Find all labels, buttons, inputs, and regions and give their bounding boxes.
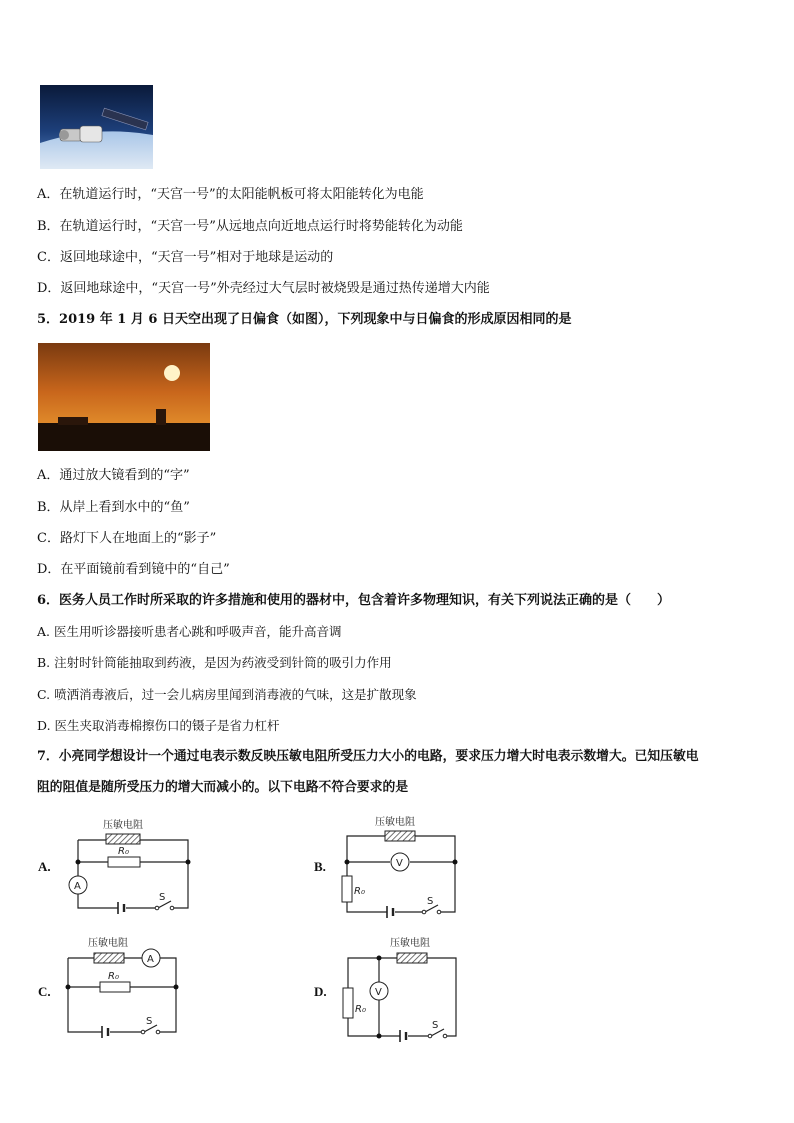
circuit-b-switch-label: S xyxy=(427,896,434,907)
circuit-b-sensor-label: 压敏电阻 xyxy=(375,817,415,828)
space-station-photo xyxy=(40,85,153,169)
q7-stem-line1: 7．小亮同学想设计一个通过电表示数反映压敏电阻所受压力大小的电路，要求压力增大时电表示数增大。已知压敏电 xyxy=(37,749,699,764)
q7-stem-line2: 阻的阻值是随所受压力的增大而减小的。以下电路不符合要求的是 xyxy=(37,780,409,795)
circuit-a-r0-label: R₀ xyxy=(118,846,129,857)
circuit-a-diagram xyxy=(60,812,200,922)
circuit-c-meter-label: A xyxy=(147,954,154,965)
q5-option-d: D．在平面镜前看到镜中的“自己” xyxy=(37,562,230,577)
circuit-a-label: A. xyxy=(38,859,51,874)
q4-option-c: C．返回地球途中，“天宫一号”相对于地球是运动的 xyxy=(37,250,334,265)
q5-option-b: B．从岸上看到水中的“鱼” xyxy=(37,500,190,515)
q6-option-b: B. 注射时针筒能抽取到药液，是因为药液受到针筒的吸引力作用 xyxy=(37,655,392,670)
circuit-c-label: C. xyxy=(38,984,51,999)
q4-option-a: A．在轨道运行时，“天宫一号”的太阳能帆板可将太阳能转化为电能 xyxy=(37,187,424,202)
circuit-a-switch-label: S xyxy=(159,892,166,903)
q6-option-d: D. 医生夹取消毒棉擦伤口的镊子是省力杠杆 xyxy=(37,718,280,733)
q4-option-d: D．返回地球途中，“天宫一号”外壳经过大气层时被烧毁是通过热传递增大内能 xyxy=(37,281,490,296)
circuit-d-r0-label: R₀ xyxy=(355,1004,366,1015)
circuit-d-diagram xyxy=(335,932,470,1042)
circuit-b-meter-label: V xyxy=(396,858,403,869)
circuit-b-diagram xyxy=(335,812,470,922)
q5-option-c: C．路灯下人在地面上的“影子” xyxy=(37,531,217,546)
circuit-c-diagram xyxy=(60,932,200,1042)
q6-option-c: C. 喷洒消毒液后，过一会儿病房里闻到消毒液的气味，这是扩散现象 xyxy=(37,687,417,702)
circuit-d-meter-label: V xyxy=(375,987,382,998)
q6-option-a: A. 医生用听诊器接听患者心跳和呼吸声音，能升高音调 xyxy=(37,624,342,639)
circuit-a-sensor-label: 压敏电阻 xyxy=(103,820,143,831)
circuit-c-r0-label: R₀ xyxy=(108,971,119,982)
q5-option-a: A．通过放大镜看到的“字” xyxy=(37,468,190,483)
circuit-d-switch-label: S xyxy=(432,1020,439,1031)
circuit-b-r0-label: R₀ xyxy=(354,886,365,897)
circuit-d-label: D. xyxy=(314,984,327,999)
circuit-d-sensor-label: 压敏电阻 xyxy=(390,938,430,949)
q5-stem: 5．2019 年 1 月 6 日天空出现了日偏食（如图），下列现象中与日偏食的形成原因相同的是 xyxy=(37,312,572,327)
eclipse-photo xyxy=(38,343,210,451)
q4-option-b: B．在轨道运行时，“天宫一号”从远地点向近地点运行时将势能转化为动能 xyxy=(37,219,463,234)
circuit-b-label: B. xyxy=(314,859,326,874)
circuit-c-switch-label: S xyxy=(146,1016,153,1027)
circuit-a-meter-label: A xyxy=(74,881,81,892)
circuit-c-sensor-label: 压敏电阻 xyxy=(88,938,128,949)
q6-stem: 6．医务人员工作时所采取的许多措施和使用的器材中，包含着许多物理知识，有关下列说法正确的是（ ） xyxy=(37,593,671,608)
